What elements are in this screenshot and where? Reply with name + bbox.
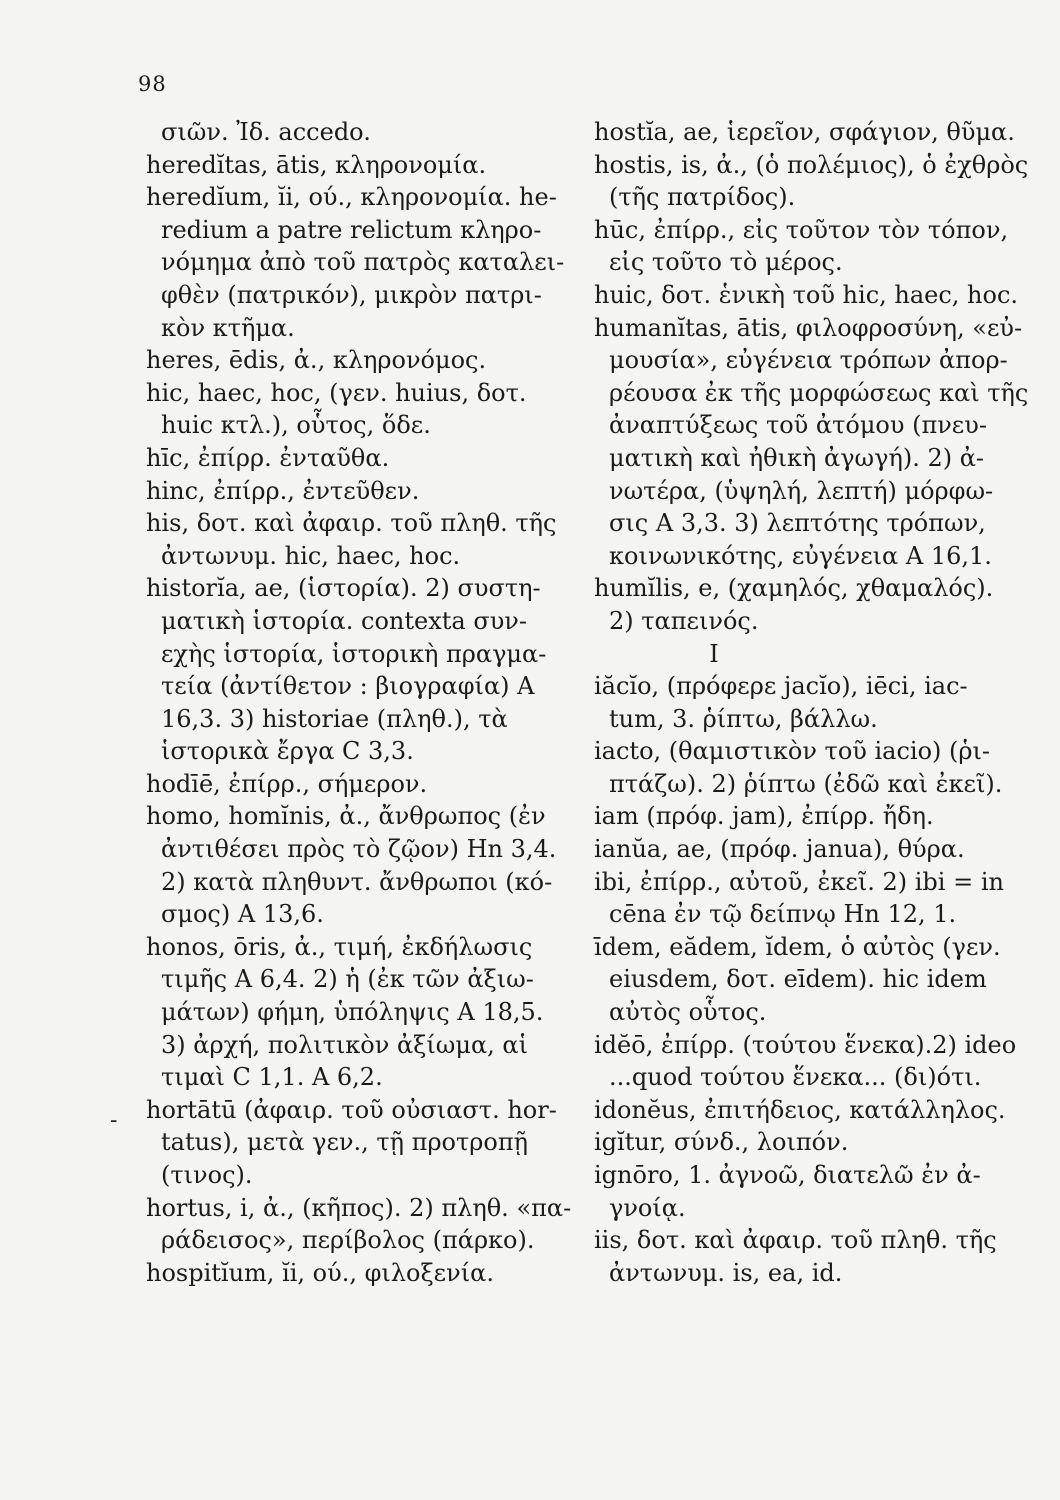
dictionary-line: ρέουσα ἐκ τῆς μορφώσεως καὶ τῆς: [609, 378, 1029, 407]
dictionary-line: īdem, eădem, ĭdem, ὁ αὐτὸς (γεν.: [594, 932, 1001, 961]
dictionary-line: 2) κατὰ πληθυντ. ἄνθρωποι (κό-: [161, 867, 553, 896]
dictionary-line: hostĭa, ae, ἱερεῖον, σφάγιον, θῦμα.: [594, 118, 1015, 146]
dictionary-line: τιμῆς A 6,4. 2) ἡ (ἐκ τῶν ἀξιω-: [161, 965, 534, 994]
dictionary-line: ματικὴ καὶ ἠθικὴ ἀγωγή). 2) ἀ-: [609, 443, 985, 472]
dictionary-line: ματικὴ ἱστορία. contexta συν-: [161, 606, 527, 635]
dictionary-line: 2) ταπεινός.: [609, 606, 759, 635]
dictionary-line: historĭa, ae, (ἱστορία). 2) συστη-: [146, 574, 541, 603]
dictionary-line: iis, δοτ. καὶ ἀφαιρ. τοῦ πληθ. τῆς: [594, 1226, 997, 1255]
dictionary-line: ἀντιθέσει πρὸς τὸ ζῷον) Hn 3,4.: [161, 835, 557, 864]
dictionary-line: ignōro, 1. ἀγνοῶ, διατελῶ ἐν ἀ-: [594, 1161, 981, 1189]
dictionary-line: hodīē, ἐπίρρ., σήμερον.: [146, 769, 428, 798]
dictionary-line: humanĭtas, ātis, φιλοφροσύνη, «εὐ-: [594, 313, 1023, 342]
dictionary-line: φθὲν (πατρικόν), μικρὸν πατρι-: [161, 280, 542, 309]
dictionary-line: μουσία», εὐγένεια τρόπων ἀπορ-: [609, 346, 1008, 375]
dictionary-line: igĭtur, σύνδ., λοιπόν.: [594, 1128, 849, 1157]
margin-mark: -: [110, 1108, 118, 1133]
dictionary-line: ἀντωνυμ. hic, haec, hoc.: [161, 541, 461, 570]
dictionary-line: σις A 3,3. 3) λεπτότης τρόπων,: [609, 509, 986, 538]
dictionary-line: hortātū (ἀφαιρ. τοῦ οὐσιαστ. hor-: [146, 1095, 557, 1124]
dictionary-line: honos, ōris, ἀ., τιμή, ἐκδήλωσις: [146, 932, 533, 961]
dictionary-line: iam (πρόφ. jam), ἐπίρρ. ἤδη.: [594, 802, 934, 831]
dictionary-line: humĭlis, e, (χαμηλός, χθαμαλός).: [594, 574, 994, 603]
dictionary-line: redium a patre relictum κληρο-: [161, 215, 542, 244]
dictionary-line: hospitĭum, ĭi, ού., φιλοξενία.: [146, 1258, 494, 1287]
dictionary-line: hīc, ἐπίρρ. ἐνταῦθα.: [146, 443, 390, 472]
dictionary-line: 16,3. 3) historiae (πληθ.), τὰ: [161, 704, 508, 733]
dictionary-line: ἀναπτύξεως τοῦ ἀτόμου (πνευ-: [609, 411, 987, 440]
dictionary-line: idĕō, ἐπίρρ. (τούτου ἕνεκα).2) ideo: [594, 1030, 1017, 1059]
dictionary-line: σμος) A 13,6.: [161, 900, 324, 929]
dictionary-line: homo, homĭnis, ἀ., ἄνθρωπος (ἐν: [146, 802, 546, 831]
dictionary-line: heres, ēdis, ἀ., κληρονόμος.: [146, 346, 487, 375]
dictionary-line: 3) ἀρχή, πολιτικὸν ἀξίωμα, αἱ: [161, 1030, 529, 1059]
right-column: [594, 116, 1034, 1289]
dictionary-line: hūc, ἐπίρρ., εἰς τοῦτον τὸν τόπον,: [594, 215, 1009, 244]
dictionary-line: ἱστορικὰ ἔργα C 3,3.: [161, 737, 414, 766]
dictionary-line: heredĭtas, ātis, κληρονομία.: [146, 150, 487, 179]
dictionary-line: αὐτὸς οὗτος.: [609, 998, 767, 1027]
section-heading-letter: I: [709, 639, 719, 668]
dictionary-line: hic, haec, hoc, (γεν. huius, δοτ.: [146, 378, 527, 407]
right-column-upper: [594, 116, 1034, 638]
dictionary-line: hinc, ἐπίρρ., ἐντεῦθεν.: [146, 476, 420, 505]
right-column-lower: [594, 670, 1034, 1289]
dictionary-line: τιμαὶ C 1,1. A 6,2.: [161, 1063, 383, 1092]
dictionary-line: ἀντωνυμ. is, ea, id.: [609, 1258, 843, 1287]
dictionary-line: σιῶν. Ἰδ. accedo.: [161, 118, 371, 146]
page-number: 98: [138, 72, 167, 96]
dictionary-line: νόμημα ἀπὸ τοῦ πατρὸς καταλει-: [161, 248, 565, 277]
dictionary-line: κὸν κτῆμα.: [161, 313, 295, 342]
dictionary-line: his, δοτ. καὶ ἀφαιρ. τοῦ πληθ. τῆς: [146, 509, 557, 538]
dictionary-line: μάτων) φήμη, ὑπόληψις A 18,5.: [161, 998, 544, 1027]
dictionary-line: (τινος).: [161, 1161, 253, 1189]
dictionary-line: ianŭa, ae, (πρόφ. janua), θύρα.: [594, 835, 965, 864]
dictionary-line: τεία (ἀντίθετον : βιογραφία) A: [161, 672, 535, 701]
dictionary-line: iacto, (θαμιστικὸν τοῦ iacio) (ῥι-: [594, 737, 991, 766]
dictionary-line: hortus, i, ἀ., (κῆπος). 2) πληθ. «πα-: [146, 1193, 572, 1222]
dictionary-line: huic κτλ.), οὗτος, ὅδε.: [161, 411, 431, 440]
left-column: [146, 116, 576, 1289]
dictionary-line: ράδεισος», περίβολος (πάρκο).: [161, 1226, 535, 1255]
dictionary-line: heredĭum, ĭi, ού., κληρονομία. he-: [146, 183, 557, 212]
dictionary-line: εἰς τοῦτο τὸ μέρος.: [609, 248, 843, 277]
dictionary-line: tatus), μετὰ γεν., τῇ προτροπῇ: [161, 1128, 528, 1157]
dictionary-line: idonĕus, ἐπιτήδειος, κατάλληλος.: [594, 1095, 1006, 1124]
dictionary-line: κοινωνικότης, εὐγένεια A 16,1.: [609, 541, 992, 570]
dictionary-line: εχὴς ἱστορία, ἱστορικὴ πραγμα-: [161, 639, 547, 668]
dictionary-line: tum, 3. ῥίπτω, βάλλω.: [609, 704, 878, 733]
dictionary-line: γνοίᾳ.: [609, 1193, 686, 1222]
dictionary-line: cēna ἐν τῷ δείπνῳ Hn 12, 1.: [609, 900, 957, 929]
dictionary-line: eiusdem, δοτ. eīdem). hic idem: [609, 965, 987, 994]
dictionary-line: hostis, is, ἀ., (ὁ πολέμιος), ὁ ἐχθρὸς: [594, 150, 1029, 179]
dictionary-line: ...quod τούτου ἕνεκα... (δι)ότι.: [609, 1063, 982, 1092]
dictionary-line: ibi, ἐπίρρ., αὐτοῦ, ἐκεῖ. 2) ibi = in: [594, 867, 1004, 896]
dictionary-line: (τῆς πατρίδος).: [609, 183, 796, 212]
dictionary-line: πτάζω). 2) ῥίπτω (ἐδῶ καὶ ἐκεῖ).: [609, 769, 1003, 798]
dictionary-line: νωτέρα, (ὑψηλή, λεπτή) μόρφω-: [609, 476, 994, 505]
dictionary-line: iăcĭo, (πρόφερε jacĭo), iēci, iac-: [594, 672, 968, 701]
dictionary-line: huic, δοτ. ἑνικὴ τοῦ hic, haec, hoc.: [594, 280, 1019, 309]
